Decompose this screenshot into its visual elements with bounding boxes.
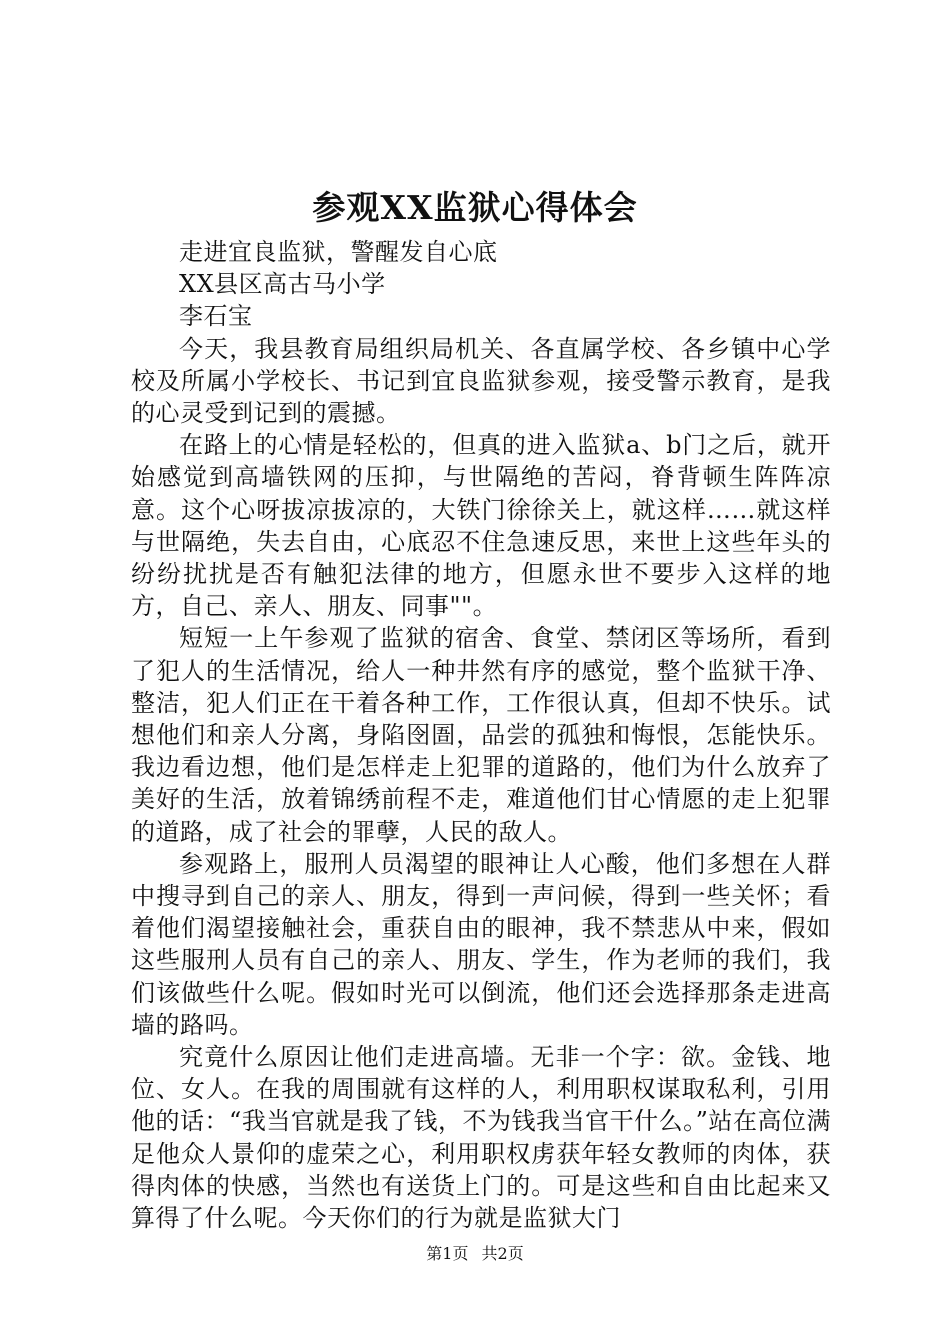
author-line: 李石宝: [179, 302, 253, 331]
page-number: 第1页: [426, 1244, 469, 1263]
body-paragraph: 究竟什么原因让他们走进高墙。无非一个字：欲。金钱、地位、女人。在我的周围就有这样的人，利用职权谋取私利，引用他的话：“我当官就是我了钱，不为钱我当官干什么。”站在高位满足他众人景仰的虚荣之心，利用职权虏获年轻女教师的肉体，获得肉体的快感，当然也有送货上门的。可是这些和自由比起来又算得了什么呢。今天你们的行为就是监狱大门: [131, 1043, 831, 1233]
body-paragraph: 在路上的心情是轻松的，但真的进入监狱a、b门之后，就开始感觉到高墙铁网的压抑，与世隔绝的苦闷，脊背顿生阵阵凉意。这个心呀拔凉拔凉的，大铁门徐徐关上，就这样……就这样与世隔绝，失去自由，心底忍不住急速反思，来世上这些年头的纷纷扰扰是否有触犯法律的地方，但愿永世不要步入这样的地方，自己、亲人、朋友、同事""。: [131, 431, 831, 621]
page-footer: [0, 1244, 950, 1264]
body-paragraph: 短短一上午参观了监狱的宿舍、食堂、禁闭区等场所，看到了犯人的生活情况，给人一种井然有序的感觉，整个监狱干净、整洁，犯人们正在干着各种工作，工作很认真，但却不快乐。试想他们和亲人分离，身陷囹圄，品尝的孤独和悔恨，怎能快乐。我边看边想，他们是怎样走上犯罪的道路的，他们为什么放弃了美好的生活，放着锦绣前程不走，难道他们甘心情愿的走上犯罪的道路，成了社会的罪孽，人民的敌人。: [131, 624, 831, 846]
body-paragraph: 今天，我县教育局组织局机关、各直属学校、各乡镇中心学校及所属小学校长、书记到宜良监狱参观，接受警示教育，是我的心灵受到记到的震撼。: [131, 334, 831, 428]
document-body: [131, 236, 831, 1234]
school-line: XX县区高古马小学: [179, 270, 386, 299]
body-paragraph: 参观路上，服刑人员渴望的眼神让人心酸，他们多想在人群中搜寻到自己的亲人、朋友，得到一声问候，得到一些关怀；看着他们渴望接触社会，重获自由的眼神，我不禁悲从中来，假如这些服刑人员有自己的亲人、朋友、学生，作为老师的我们，我们该做些什么呢。假如时光可以倒流，他们还会选择那条走进高墙的路吗。: [131, 849, 831, 1039]
document-title: 参观XX监狱心得体会: [312, 188, 638, 227]
subtitle-line: 走进宜良监狱，警醒发自心底: [179, 238, 498, 266]
page-total: 共2页: [481, 1244, 524, 1263]
